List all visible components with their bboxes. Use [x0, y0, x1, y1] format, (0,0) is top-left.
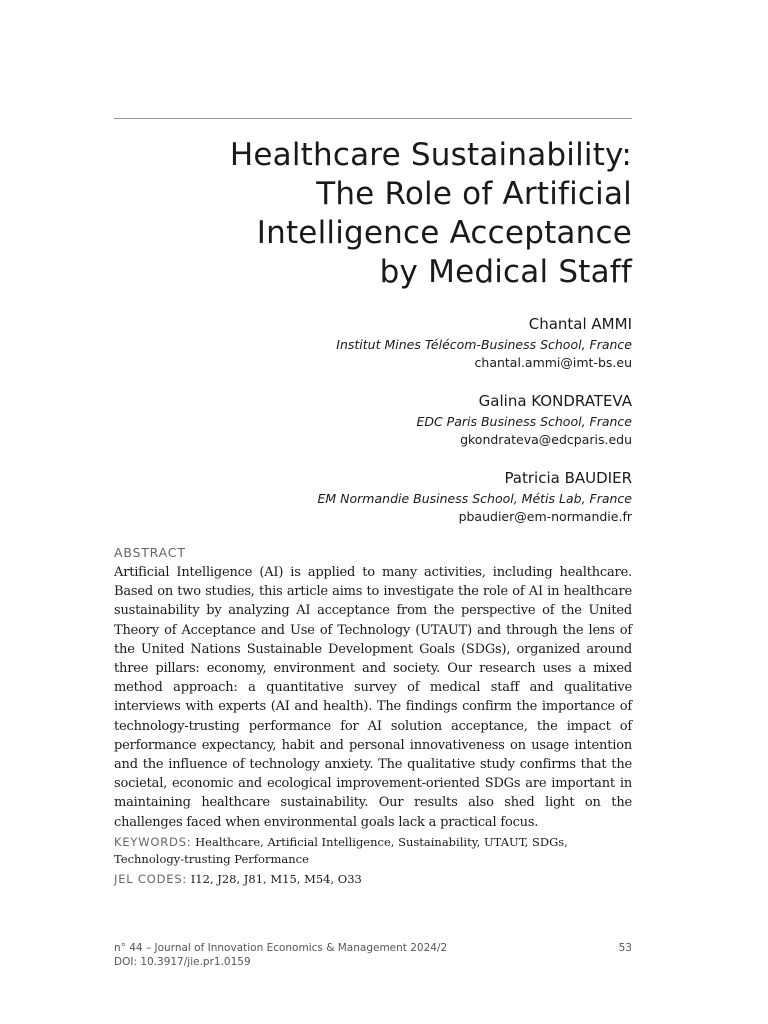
- author-block: [200, 389, 632, 448]
- author-affiliation: EDC Paris Business School, France: [416, 414, 632, 429]
- article-title: [114, 136, 632, 292]
- title-line-1: Healthcare Sustainability:: [229, 137, 632, 173]
- abstract-section: [114, 543, 632, 888]
- keywords: [114, 834, 632, 868]
- jel-text: I12, J28, J81, M15, M54, O33: [190, 871, 362, 886]
- author-list: [200, 312, 632, 543]
- author-affiliation: EM Normandie Business School, Métis Lab, France: [317, 491, 632, 506]
- jel-codes: [114, 871, 632, 888]
- footer-journal: n° 44 – Journal of Innovation Economics & Management 2024/2: [114, 942, 448, 954]
- author-affiliation: Institut Mines Télécom-Business School, France: [336, 337, 632, 352]
- abstract-text: Artificial Intelligence (AI) is applied to many activities, including healthcare. Based on two studies, this article aims to investigate the role of AI in healthcare sustainability by analyzing AI acceptance from the perspective of the United Theory of Acceptance and Use of Technology (UTAUT) and through the lens of the United Nations Sustainable Development Goals (SDGs), organized around three pillars: economy, environment and society. Our research uses a mixed method approach: a quantitative survey of medical staff and qualitative interviews with experts (AI and health). The findings confirm the importance of technology-trusting performance for AI solution acceptance, the impact of performance expectancy, habit and personal innovativeness on usage intention and the influence of technology anxiety. The qualitative study confirms that the societal, economic and ecological improvement-oriented SDGs are important in maintaining healthcare sustainability. Our results also shed light on the challenges faced when environmental goals lack a practical focus.: [114, 565, 632, 830]
- footer-doi[interactable]: DOI: 10.3917/jie.pr1.0159: [114, 956, 251, 968]
- author-name: Patricia BAUDIER: [504, 469, 632, 487]
- author-name: Galina KONDRATEVA: [478, 392, 632, 410]
- title-line-2: The Role of Artificial: [316, 176, 632, 212]
- author-email[interactable]: pbaudier@em-normandie.fr: [458, 509, 632, 524]
- header-rule: [114, 118, 632, 119]
- author-block: [200, 312, 632, 371]
- author-name: Chantal AMMI: [528, 315, 632, 333]
- jel-label: JEL CODES:: [114, 871, 188, 886]
- page-number: 53: [618, 942, 632, 954]
- keywords-text: Healthcare, Artificial Intelligence, Sustainability, UTAUT, SDGs, Technology-trusting Performance: [114, 834, 568, 866]
- title-line-4: by Medical Staff: [379, 254, 632, 290]
- title-line-3: Intelligence Acceptance: [256, 215, 632, 251]
- author-email[interactable]: chantal.ammi@imt-bs.eu: [474, 355, 632, 370]
- abstract-heading: ABSTRACT: [114, 545, 186, 560]
- author-block: [200, 466, 632, 525]
- page-footer: [114, 941, 632, 969]
- author-email[interactable]: gkondrateva@edcparis.edu: [460, 432, 632, 447]
- keywords-label: KEYWORDS:: [114, 834, 192, 849]
